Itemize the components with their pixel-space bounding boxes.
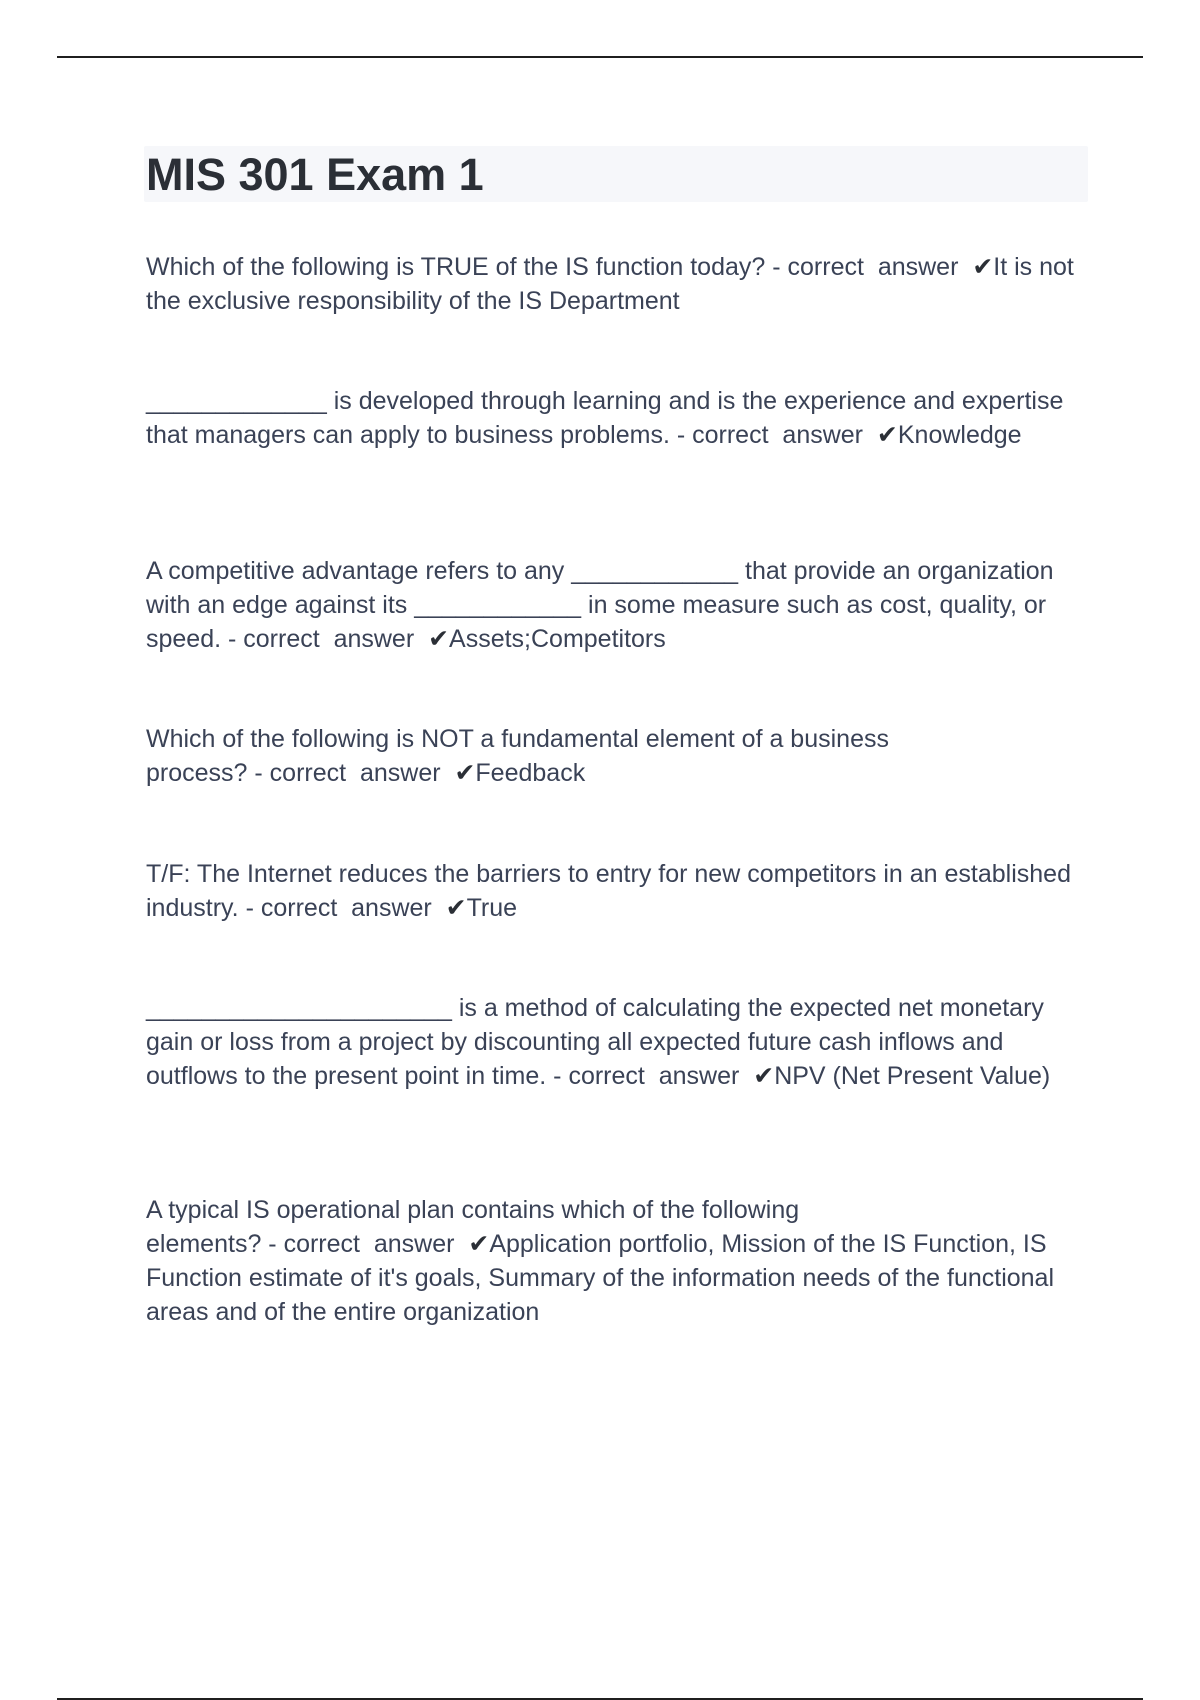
answer-prefix: - correct answer xyxy=(669,421,877,449)
question-text: Which of the following is NOT a fundamental element of a business process? xyxy=(146,725,896,787)
check-icon: ✔ xyxy=(445,894,467,922)
question-item xyxy=(146,991,1096,1093)
question-text: T/F: The Internet reduces the barriers to entry for new competitors in an established industry. xyxy=(146,860,1078,922)
answer-text: Assets;Competitors xyxy=(449,625,666,653)
question-item xyxy=(146,250,1096,318)
question-item xyxy=(146,384,1096,452)
check-icon: ✔ xyxy=(454,759,476,787)
answer-text: Application portfolio, Mission of the IS Function, IS Function estimate of it's goals, Summary of the information needs of the functional areas and of the entire organization xyxy=(146,1230,1061,1326)
answer-text: Knowledge xyxy=(897,421,1022,449)
answer-prefix: - correct answer xyxy=(261,1230,469,1258)
question-text: Which of the following is TRUE of the IS function today? xyxy=(146,253,766,281)
answer-text: True xyxy=(466,894,518,922)
check-icon: ✔ xyxy=(468,1230,490,1258)
answer-text: It is not the exclusive responsibility of the IS Department xyxy=(146,253,1081,315)
answer-prefix: - correct answer xyxy=(238,894,446,922)
check-icon: ✔ xyxy=(972,253,994,281)
answer-prefix: - correct answer xyxy=(765,253,973,281)
document-title: MIS 301 Exam 1 xyxy=(146,149,484,200)
question-text: A typical IS operational plan contains which of the following elements? xyxy=(146,1196,807,1258)
check-icon: ✔ xyxy=(428,625,450,653)
question-item xyxy=(146,554,1096,656)
question-text: _____________ is developed through learning and is the experience and expertise that managers can apply to business problems. xyxy=(146,387,1071,449)
answer-text: Feedback xyxy=(475,759,586,787)
answer-prefix: - correct answer xyxy=(247,759,455,787)
check-icon: ✔ xyxy=(876,421,898,449)
question-item xyxy=(146,722,1096,790)
answer-prefix: - correct answer xyxy=(546,1062,754,1090)
answer-text: NPV (Net Present Value) xyxy=(774,1062,1051,1090)
question-item xyxy=(146,1193,1096,1329)
check-icon: ✔ xyxy=(753,1062,775,1090)
question-item xyxy=(146,857,1096,925)
question-text: A competitive advantage refers to any ____________ that provide an organization with an edge against its ____________ in some measure such as cost, quality, or speed. xyxy=(146,557,1061,653)
top-rule xyxy=(57,56,1143,58)
question-text: ______________________ is a method of calculating the expected net monetary gain or loss from a project by discounting all expected future cash inflows and outflows to the present point in time. xyxy=(146,994,1051,1090)
answer-prefix: - correct answer xyxy=(221,625,429,653)
